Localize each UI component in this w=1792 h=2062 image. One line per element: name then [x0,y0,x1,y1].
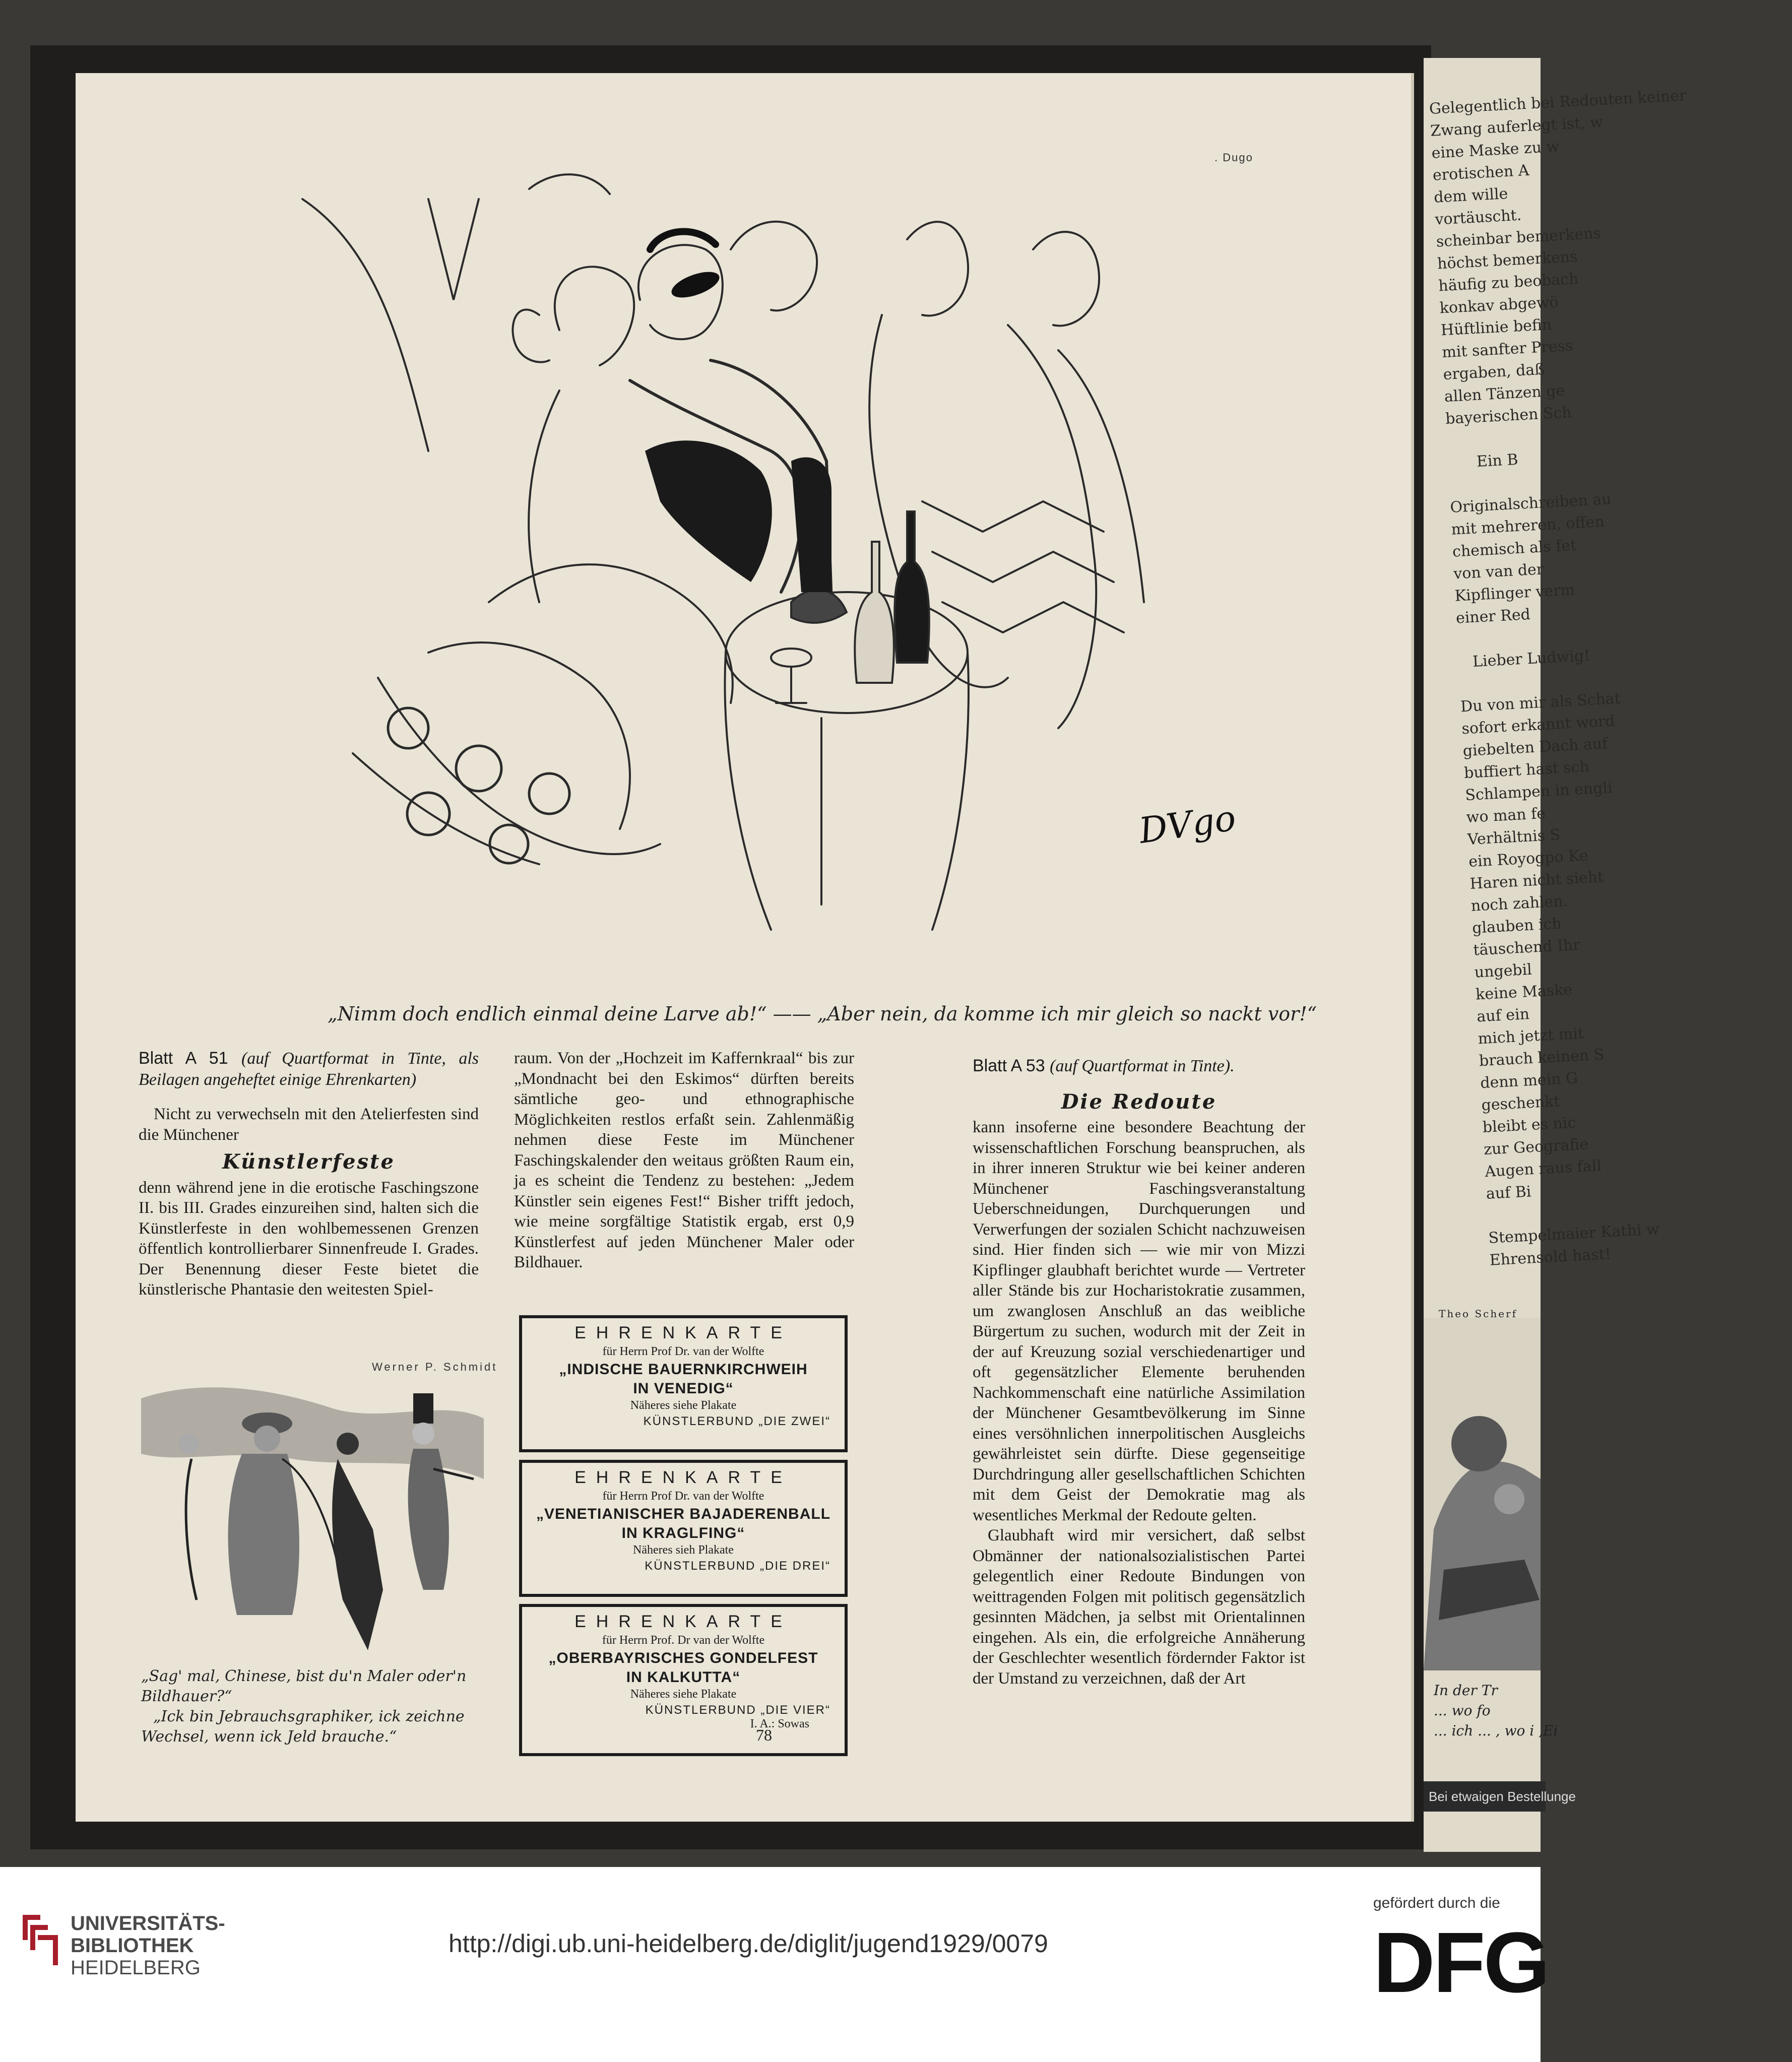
dfg-logo: DFG [1373,1915,1548,2011]
intro-paragraph: Nicht zu verwechseln mit den Atelierfesten sind die Münchener [139,1105,479,1144]
ehrenkarte-title: EHRENKARTE [574,1323,792,1342]
ehrenkarte-event-line2: IN KRAGLFING“ [621,1525,745,1541]
page-number: 78 [756,1726,772,1744]
ehrenkarte-club: KÜNSTLERBUND „DIE DREI“ [645,1559,830,1573]
column-2 [514,1048,854,1273]
funder-note: gefördert durch die [1373,1895,1500,1911]
ehrenkarte-1 [519,1315,848,1452]
blatt-a51-note: (auf Quartformat in Tinte, als Beilagen angeheftet einige Ehrenkarten) [139,1049,479,1089]
source-url-link[interactable]: http://digi.ub.uni-heidelberg.de/diglit/jugend1929/0079 [449,1929,1048,1958]
facing-page [1424,58,1687,1852]
facing-page-caption: In der Tr ... wo fo ... ich ... , wo i ,Ei [1434,1682,1558,1739]
blatt-a53-label: Blatt A 53 [973,1056,1045,1075]
column-2-body: raum. Von der „Hochzeit im Kaffernkraal“ bis zur „Mondnacht bei den Eskimos“ dürften bereits sämtliche geo- und ethnographische Möglichkeiten restlos erfaßt sein. Zahlenmäßig nehmen diese Feste im Münchener Faschingskalender den weitaus größten Raum ein, ja es scheint die Tendenz zu bestehen: „Jedem Künstler sein eigenes Fest!“ Bisher trifft jedoch, wie meine sorgfältige Statistik ergab, erst 0,9 Künstlerfest auf jeden Münchener Maler oder Bildhauer. [514,1049,854,1271]
kuenstlerfest-caption-question: „Sag' mal, Chinese, bist du'n Maler oder'n Bildhauer?“ [141,1667,467,1705]
ehrenkarte-club: KÜNSTLERBUND „DIE ZWEI“ [643,1414,830,1428]
library-name-line1: UNIVERSITÄTS- [71,1912,225,1935]
main-illustration [277,149,1285,955]
ehrenkarte-event-line2: IN KALKUTTA“ [626,1669,741,1686]
column-1-body: denn während jene in die erotische Faschingszone II. bis III. Grades einzureihen sind, halten sich die Künstlerfeste in den wohlbemessenen Grenzen öffentlich kontrollierbarer Sinnenfreude I. Grades. Der Benennung dieser Feste bietet die künstlerische Phantasie den weitesten Spiel- [139,1178,479,1299]
library-name [71,1912,225,1979]
ehrenkarte-signature: I. A.: Sowas [750,1717,809,1730]
ehrenkarte-title: EHRENKARTE [574,1468,792,1487]
blatt-a53-note: (auf Quartformat in Tinte). [1050,1057,1235,1075]
column-3-body-2: Glaubhaft wird mir versichert, daß selbst Obmänner der nationalsozialistischen Partei gelegentlich einer Redoute Bindungen von weittragenden Folgen mit politisch gegensätzlich gesinnten Mädchen, ja selbst mit Orientalinnen eingehen. Als ein, die erfolgreiche Annäherung der Geschlechter wesentlich fördernder Faktor ist der Umstand zu verzeichnen, daß der Art [973,1526,1305,1688]
main-caption: „Nimm doch endlich einmal deine Larve ab!“ —— „Aber nein, da komme ich mir gleich so nackt vor!“ [328,1003,1317,1025]
ehrenkarte-title: EHRENKARTE [574,1612,792,1631]
footer-bar [0,1867,1541,2062]
kuenstlerfest-caption-answer: „Ick bin Jebrauchsgraphiker, ick zeichne Wechsel, wenn ick Jeld brauche.“ [141,1708,465,1746]
ehrenkarte-club: KÜNSTLERBUND „DIE VIER“ [645,1703,830,1717]
ehrenkarte-event-line1: „OBERBAYRISCHES GONDELFEST [548,1650,818,1666]
facing-page-illustration [1424,1318,1541,1670]
ehrenkarte-event-line1: „INDISCHE BAUERNKIRCHWEIH [559,1361,808,1378]
ehrenkarte-2 [519,1460,848,1597]
ub-heidelberg-logo-icon [18,1910,63,1970]
facing-page-artist: Theo Scherf [1439,1308,1518,1320]
facing-page-text: Gelegentlich bei Redouten keiner Zwang auferlegt ist, w eine Maske zu w erotischen A dem wille vortäuscht. scheinbar bemerkens höchst bemerkens häufig zu beobach konkav abgewö Hüftlinie befin mit sanfter Press ergaben, daß allen Tänzen ge bayerischen Sch Ein B Originalschreiben au mit mehreren, offen chemisch als fet von van der Kipflinger verm einer Red Lieber Ludwig! Du von mir als Schat sofort erkannt word giebelten Dach auf buffiert hast sch Schlampen in engli wo man fe Verhältnis S ein Royogpo Ke Haren nicht sieht noch zahlen. glauben ich täuschend Ihr ungebil keine Maske auf ein mich jetzt mit brauch keinen S denn mein G geschenkt bleibt es nic zur Geografie Augen raus fall auf Bi Stempelmaier Kathi w Ehrensold hast! [1429,87,1687,1269]
column-1 [139,1048,479,1300]
ehrenkarte-3 [519,1604,848,1756]
library-name-line2: BIBLIOTHEK [71,1935,194,1957]
page [76,73,1414,1822]
ehrenkarte-event-line2: IN VENEDIG“ [633,1380,734,1397]
blatt-a51-label: Blatt A 51 [139,1049,228,1068]
artist-name-top: . Dugo [1214,151,1253,164]
ehrenkarte-info: Näheres siehe Plakate [630,1688,737,1701]
ehrenkarte-recipient: für Herrn Prof Dr. van der Wolfte [602,1345,764,1358]
kuenstlerfest-illustration [141,1378,484,1660]
facing-page-footer-strip: Bei etwaigen Bestellunge [1424,1781,1546,1812]
ehrenkarte-recipient: für Herrn Prof. Dr van der Wolfte [602,1634,765,1647]
ehrenkarte-info: Näheres sieh Plakate [633,1543,734,1557]
kuenstlerfest-caption [141,1666,479,1747]
column-3 [973,1056,1305,1689]
signature: DVgo [1136,797,1239,852]
column-3-body-1: kann insoferne eine besondere Beachtung der wissenschaftlichen Forschung beanspruchen, als in ihrer inneren Struktur wie bei keiner anderen Münchener Faschingsveranstaltung Ueberschneidungen, Durchquerungen und Verwerfungen der sozialen Schicht nachzuweisen sind. Hier finden sich — wie mir von Mizzi Kipflinger glaubhaft berichtet wurde — Vertreter aller Stände bis zur Hocharistokratie zusammen, um zwanglosen Anschluß an das weibliche Bürgertum zu suchen, wodurch mit der Zeit in der auf Kreuzung sozial verschiedenartiger und oft gegensätzlicher Elemente beruhenden Nachkommenschaft eine natürliche Assimilation der Münchener Gesamtbevölkerung im Sinne eines versöhnlichen innerpolitischen Ausgleichs gewährleistet sein dürfte. Diese gegenseitige Durchdringung aller gesellschaftlichen Schichten mit dem Geist der Demokratie mag als wesentliches Merkmal der Redoute gelten. [973,1118,1305,1524]
artist-name-schmidt: Werner P. Schmidt [372,1361,498,1373]
ehrenkarte-event-line1: „VENETIANISCHER BAJADERENBALL [536,1506,831,1522]
ehrenkarte-recipient: für Herrn Prof Dr. van der Wolfte [602,1490,764,1503]
ehrenkarte-info: Näheres siehe Plakate [630,1399,737,1412]
heading-kuenstlerfeste: Künstlerfeste [222,1150,395,1174]
library-name-line3: HEIDELBERG [71,1957,201,1979]
heading-die-redoute: Die Redoute [1061,1089,1217,1114]
